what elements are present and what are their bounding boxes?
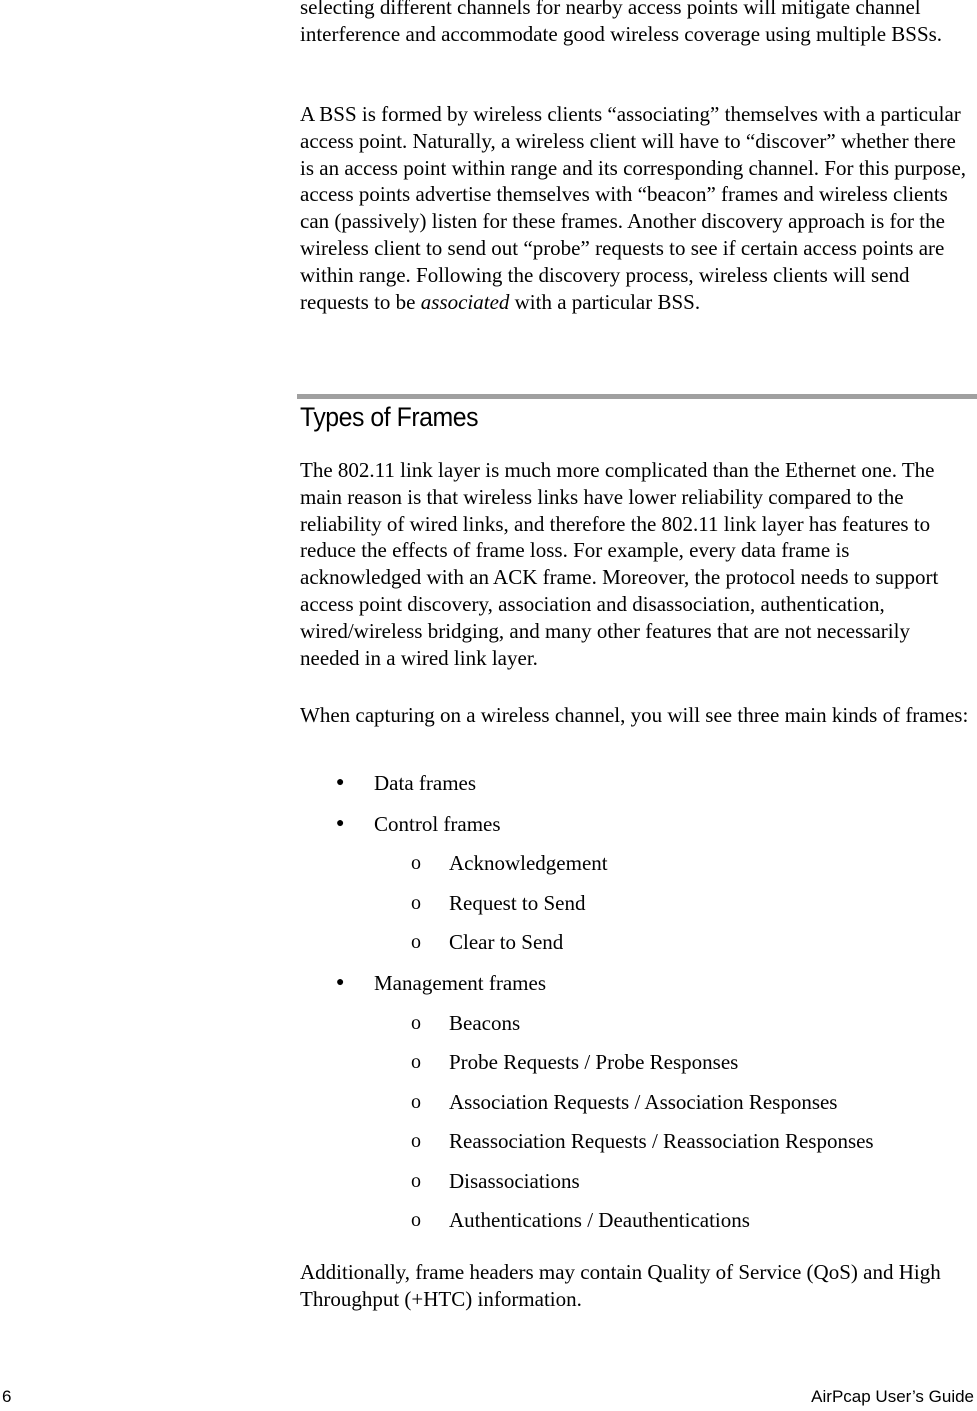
circle-bullet-icon: o: [411, 931, 421, 953]
sub-item-label: Reassociation Requests / Reassociation Responses: [449, 1129, 874, 1153]
paragraph-bss-channels: selecting different channels for nearby access points will mitigate channel interference and accommodate good wireless coverage using multiple BSSs.: [300, 0, 943, 46]
page-number: 6: [2, 1387, 12, 1406]
bullet-icon: ●: [336, 775, 345, 790]
list-item-label: Control frames: [374, 812, 501, 836]
circle-bullet-icon: o: [411, 1051, 421, 1073]
paragraph-link-layer: The 802.11 link layer is much more complicated than the Ethernet one. The main reason is that wireless links have lower reliability compared to the reliability of wired links, and therefore the 802.11 link layer has features to reduce the effects of frame loss. For example, every data frame is acknowledged with an ACK frame. Moreover, the protocol needs to support access point discovery, association and disassociation, authentication, wired/wireless bridging, and many other features that are not necessarily needed in a wired link layer.: [300, 458, 939, 670]
paragraph-capture-intro: When capturing on a wireless channel, you will see three main kinds of frames:: [300, 703, 969, 727]
circle-bullet-icon: o: [411, 1130, 421, 1152]
sub-item-label: Probe Requests / Probe Responses: [449, 1050, 739, 1074]
sub-item-label: Beacons: [449, 1011, 521, 1035]
sub-item-label: Clear to Send: [449, 930, 564, 954]
list-item-label: Data frames: [374, 771, 477, 795]
paragraph-qos-htc: Additionally, frame headers may contain Quality of Service (QoS) and High Throughput (+HTC) information.: [300, 1260, 941, 1311]
circle-bullet-icon: o: [411, 1170, 421, 1192]
section-heading: Types of Frames: [300, 402, 479, 432]
sub-item-label: Authentications / Deauthentications: [449, 1208, 750, 1232]
paragraph-bss-association: [300, 101, 970, 315]
sub-item-label: Disassociations: [449, 1169, 580, 1193]
circle-bullet-icon: o: [411, 1012, 421, 1034]
circle-bullet-icon: o: [411, 852, 421, 874]
sub-item-label: Acknowledgement: [449, 851, 608, 875]
list-item-label: Management frames: [374, 971, 547, 995]
bullet-icon: ●: [336, 975, 345, 990]
associated-emphasis: associated: [420, 289, 510, 314]
bullet-icon: ●: [336, 816, 345, 831]
sub-item-label: Association Requests / Association Responses: [449, 1090, 838, 1114]
guide-title: AirPcap User’s Guide: [811, 1387, 974, 1406]
circle-bullet-icon: o: [411, 892, 421, 914]
paragraph-bss-association-tail: with a particular BSS.: [509, 289, 701, 314]
section-divider: [297, 394, 977, 399]
circle-bullet-icon: o: [411, 1091, 421, 1113]
paragraph-bss-association-text: A BSS is formed by wireless clients “associating” themselves with a particular access point. Naturally, a wireless client will have to “discover” whether there is an access point within range and its corresponding channel. For this purpose, access points advertise themselves with “beacon” frames and wireless clients can (passively) listen for these frames. Another discovery approach is for the wireless client to send out “probe” requests to see if certain access points are within range. Following the discovery process, wireless clients will send requests to be: [300, 102, 967, 314]
circle-bullet-icon: o: [411, 1209, 421, 1231]
sub-item-label: Request to Send: [449, 891, 586, 915]
